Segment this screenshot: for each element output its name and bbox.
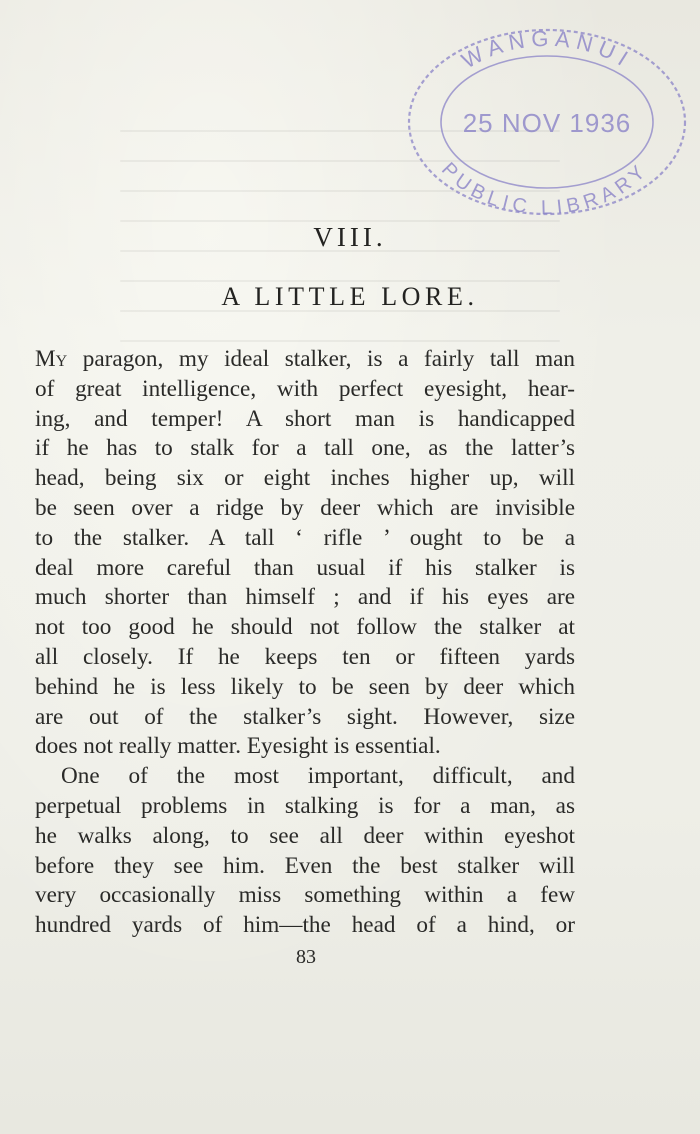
text-line: to the stalker. A tall ‘ rifle ’ ought to be a [35, 524, 575, 551]
text-line: One of the most important, difficult, and [61, 763, 575, 790]
body-text [35, 345, 575, 941]
chapter-title: A LITTLE LORE. [221, 282, 479, 311]
text-line: very occasionally miss something within a few [35, 882, 575, 909]
chapter-number: VIII. [313, 222, 387, 252]
stamp-bottom-text: PUBLIC LIBRARY [437, 158, 653, 218]
stamp-date: 25 NOV 1936 [462, 108, 632, 138]
text-line: behind he is less likely to be seen by deer which [35, 673, 575, 700]
text-line: deal more careful than usual if his stalker is [35, 554, 575, 581]
text-line: all closely. If he keeps ten or fifteen yards [35, 643, 575, 670]
opening-word: My [35, 346, 68, 372]
text-line: perpetual problems in stalking is for a man, as [35, 792, 575, 819]
text-line: if he has to stalk for a tall one, as the latter’s [35, 435, 575, 462]
text-line: before they see him. Even the best stalker will [35, 852, 575, 879]
text-line: not too good he should not follow the stalker at [35, 614, 575, 641]
text-line: he walks along, to see all deer within eyeshot [35, 822, 575, 849]
text-line: much shorter than himself ; and if his eyes are [35, 584, 575, 611]
text-line: be seen over a ridge by deer which are invisible [35, 494, 575, 521]
library-stamp [395, 18, 695, 218]
text-line: hundred yards of him—the head of a hind, or [35, 912, 575, 939]
text-line: ing, and temper! A short man is handicapped [35, 405, 575, 432]
text-line: of great intelligence, with perfect eyesight, hear- [35, 375, 575, 402]
stamp-top-text: WANGANUI [457, 25, 638, 74]
text-line: does not really matter. Eyesight is essential. [35, 733, 441, 760]
text-line: head, being six or eight inches higher up, will [35, 465, 575, 492]
text-line: My paragon, my ideal stalker, is a fairly tall man [35, 346, 575, 372]
text-line: are out of the stalker’s sight. However, size [35, 703, 575, 730]
page-number: 83 [296, 946, 316, 968]
